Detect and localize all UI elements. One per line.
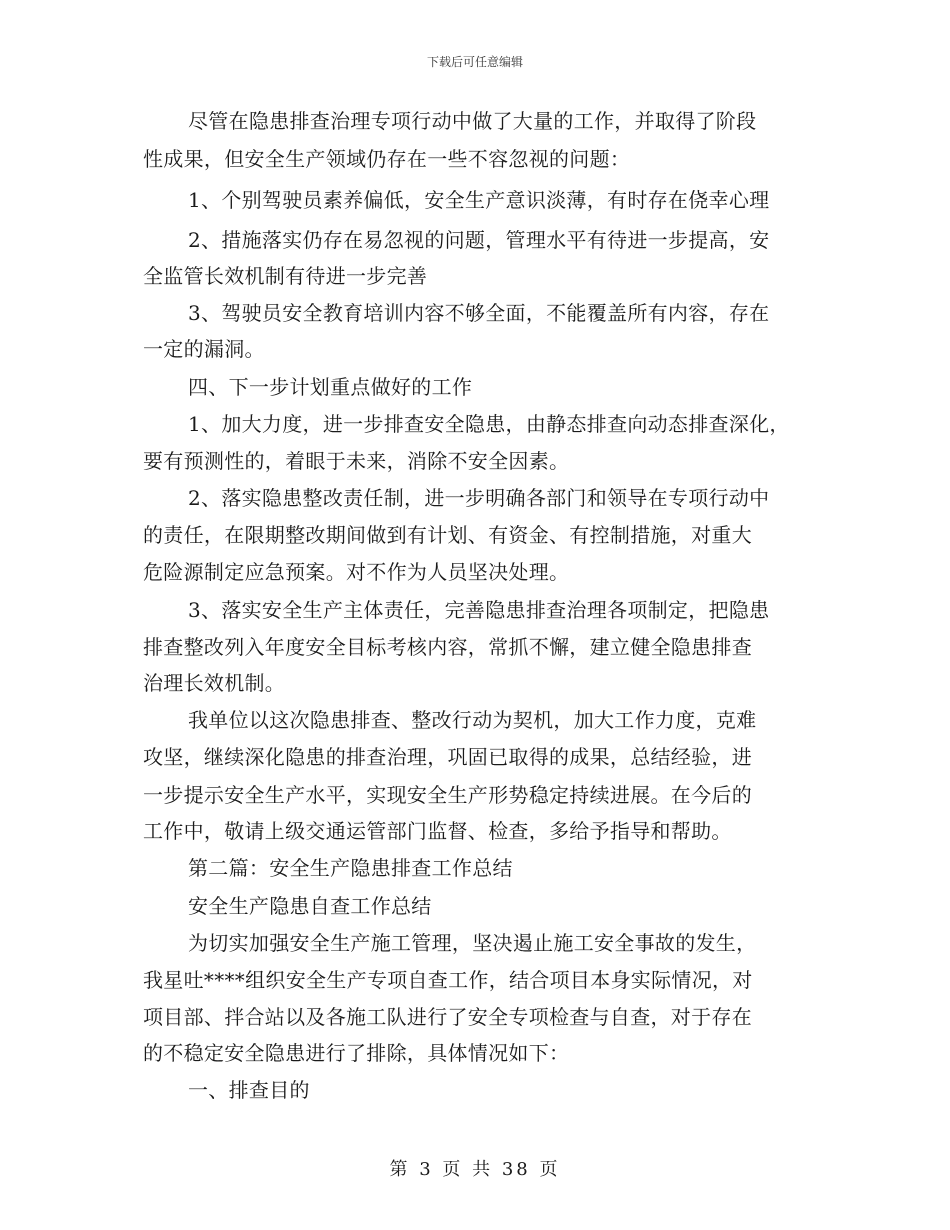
section-heading: 第二篇：安全生产隐患排查工作总结 [188, 856, 513, 880]
page-header: 下载后可任意编辑 [426, 55, 523, 69]
section-heading: 安全生产隐患自查工作总结 [188, 894, 432, 918]
paragraph-line: 的不稳定安全隐患进行了排除，具体情况如下： [143, 1041, 570, 1065]
page-footer: 第 3 页 共 38 页 [389, 1159, 561, 1180]
paragraph-line: 项目部、拌合站以及各施工队进行了安全专项检查与自查，对于存在 [143, 1005, 752, 1029]
paragraph-line: 2、措施落实仍存在易忽视的问题，管理水平有待进一步提高，安 [188, 228, 770, 252]
paragraph-line: 一定的漏洞。 [143, 337, 265, 361]
paragraph-line: 一步提示安全生产水平，实现安全生产形势稳定持续进展。在今后的 [143, 783, 752, 807]
paragraph-line: 治理长效机制。 [143, 671, 286, 695]
paragraph-line: 2、落实隐患整改责任制，进一步明确各部门和领导在专项行动中 [188, 486, 770, 510]
paragraph-line: 我星吐****组织安全生产专项自查工作，结合项目本身实际情况，对 [143, 968, 753, 992]
paragraph-line: 3、驾驶员安全教育培训内容不够全面，不能覆盖所有内容，存在 [188, 301, 770, 325]
paragraph-line: 排查整改列入年度安全目标考核内容，常抓不懈，建立健全隐患排查 [143, 635, 752, 659]
paragraph-line: 3、落实安全生产主体责任，完善隐患排查治理各项制定，把隐患 [188, 598, 770, 622]
paragraph-line: 1、个别驾驶员素养偏低，安全生产意识淡薄，有时存在侥幸心理 [188, 188, 770, 212]
paragraph-line: 我单位以这次隐患排查、整改行动为契机，加大工作力度，克难 [188, 708, 757, 732]
paragraph-line: 危险源制定应急预案。对不作为人员坚决处理。 [143, 560, 570, 584]
section-heading: 四、下一步计划重点做好的工作 [188, 375, 473, 399]
paragraph-line: 1、加大力度，进一步排查安全隐患，由静态排查向动态排查深化， [188, 412, 790, 436]
paragraph-line: 尽管在隐患排查治理专项行动中做了大量的工作，并取得了阶段 [188, 109, 757, 133]
paragraph-line: 工作中，敬请上级交通运管部门监督、检查，多给予指导和帮助。 [143, 819, 732, 843]
paragraph-line: 的责任，在限期整改期间做到有计划、有资金、有控制措施，对重大 [143, 523, 752, 547]
paragraph-line: 攻坚，继续深化隐患的排查治理，巩固已取得的成果，总结经验，进 [143, 745, 752, 769]
paragraph-line: 性成果，但安全生产领域仍存在一些不容忽视的问题： [143, 147, 631, 171]
section-heading: 一、排查目的 [188, 1078, 310, 1102]
paragraph-line: 为切实加强安全生产施工管理，坚决遏止施工安全事故的发生， [188, 931, 757, 955]
paragraph-line: 全监管长效机制有待进一步完善 [143, 264, 428, 288]
paragraph-line: 要有预测性的，着眼于未来，消除不安全因素。 [143, 449, 570, 473]
